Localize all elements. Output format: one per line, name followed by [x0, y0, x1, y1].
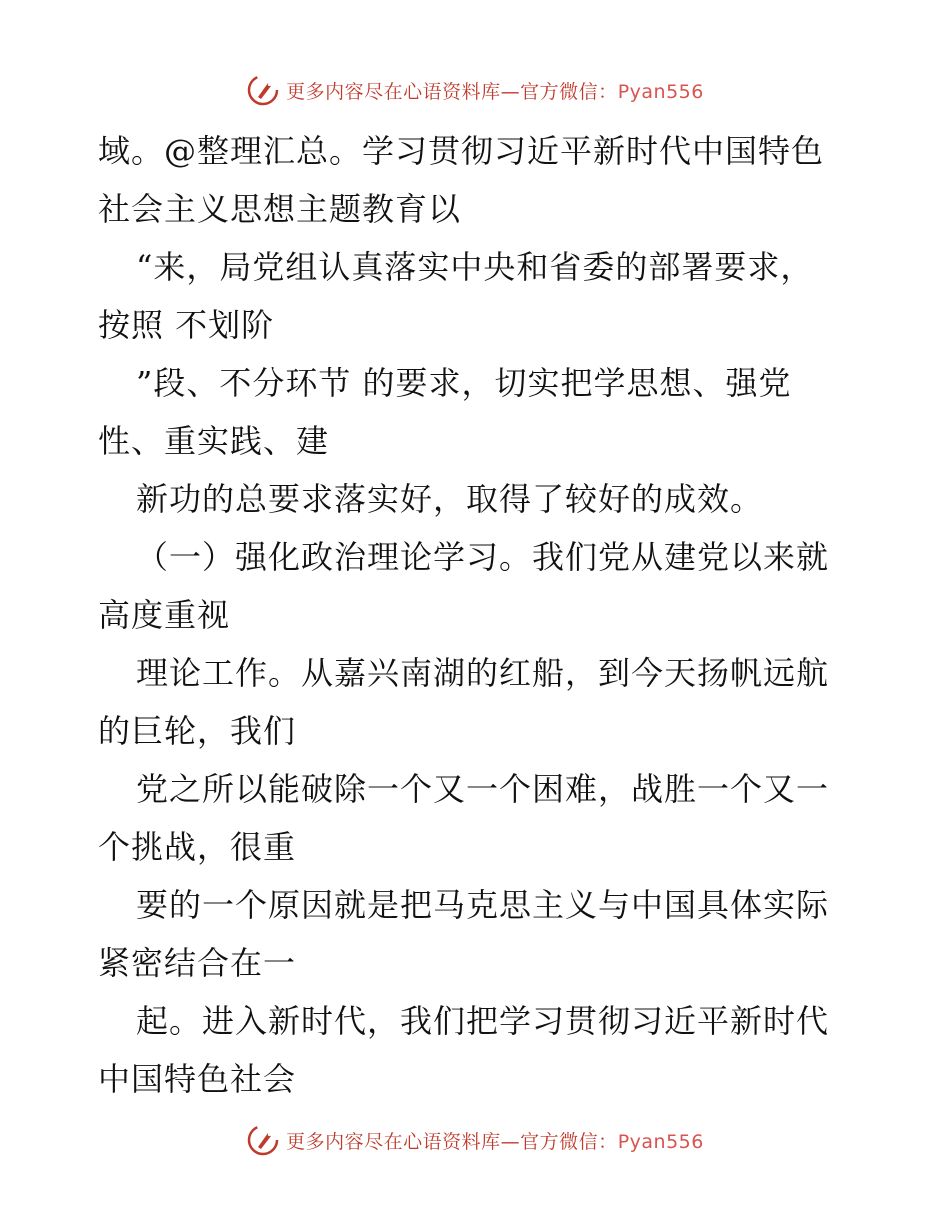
pen-nib-swirl-icon: [246, 1123, 280, 1157]
text-line: （一）强化政治理论学习。我们党从建党以来就: [136, 538, 830, 576]
watermark-handle: Pyan556: [617, 80, 704, 103]
text-line: 紧密结合在一: [98, 944, 297, 982]
text-line: 域。@整理汇总。学习贯彻习近平新时代中国特色: [98, 132, 825, 170]
footer-watermark-banner: [0, 1120, 950, 1160]
watermark-wechat-label: 官方微信：: [520, 80, 618, 103]
text-line: 新功的总要求落实好，取得了较好的成效。: [136, 480, 764, 518]
watermark-separator: —: [500, 80, 521, 103]
watermark-separator: —: [500, 1130, 521, 1153]
text-line: 按照 不划阶: [98, 306, 275, 344]
text-line: 要的一个原因就是把马克思主义与中国具体实际: [136, 886, 830, 924]
watermark-site-name: 更多内容尽在心语资料库: [286, 80, 501, 103]
text-line: 起。进入新时代，我们把学习贯彻习近平新时代: [136, 1002, 830, 1040]
watermark-wechat-label: 官方微信：: [520, 1130, 618, 1153]
text-line: 党之所以能破除一个又一个困难，战胜一个又一: [136, 770, 830, 808]
watermark-handle: Pyan556: [617, 1130, 704, 1153]
text-line: 高度重视: [98, 596, 231, 634]
watermark-site-name: 更多内容尽在心语资料库: [286, 1130, 501, 1153]
text-line: ”段、不分环节 的要求，切实把学思想、强党: [136, 364, 792, 402]
text-line: 理论工作。从嘉兴南湖的红船，到今天扬帆远航: [136, 654, 830, 692]
text-line: 中国特色社会: [98, 1060, 297, 1098]
text-line: 性、重实践、建: [98, 422, 330, 460]
watermark-text: [286, 77, 704, 104]
watermark-text: [286, 1127, 704, 1154]
text-line: 社会主义思想主题教育以: [98, 190, 462, 228]
text-line: 的巨轮，我们: [98, 712, 297, 750]
text-line: “来，局党组认真落实中央和省委的部署要求，: [136, 248, 814, 286]
header-watermark-banner: [0, 70, 950, 110]
pen-nib-swirl-icon: [246, 73, 280, 107]
document-body: [98, 122, 858, 1108]
text-line: 个挑战，很重: [98, 828, 297, 866]
